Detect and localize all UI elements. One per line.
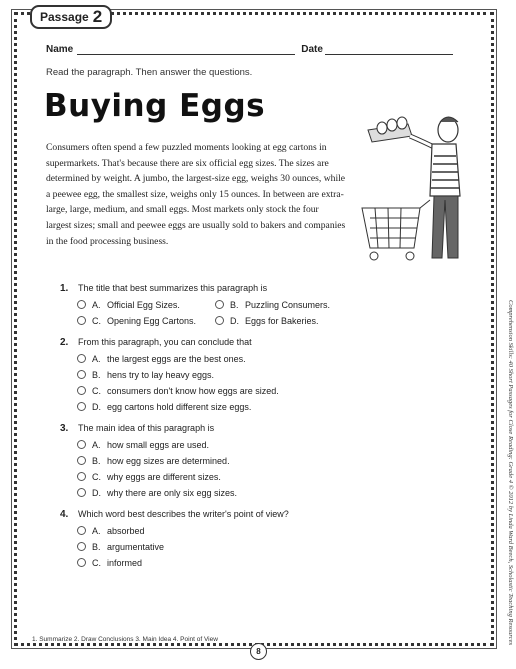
option-letter: B. [92,455,101,466]
skills-footer: 1. Summarize 2. Draw Conclusions 3. Main Idea 4. Point of View [32,636,218,643]
page-number: 8 [250,643,267,660]
option-letter: C. [92,557,101,568]
option-text: absorbed [107,525,145,536]
question-number: 3. [60,423,69,434]
question-1 [60,283,355,326]
option-text: Official Egg Sizes. [107,299,180,310]
option-text: Eggs for Bakeries. [245,315,319,326]
question-2 [60,337,279,412]
option-letter: B. [92,369,101,380]
question-text: The main idea of this paragraph is [78,423,215,433]
answer-option[interactable] [77,315,215,326]
radio-circle[interactable] [215,316,224,325]
passage-tab [30,5,112,29]
option-text: egg cartons hold different size eggs. [107,401,252,412]
answer-option[interactable] [77,353,279,364]
radio-circle[interactable] [77,354,86,363]
passage-title: Buying Eggs [44,88,266,124]
option-letter: D. [230,315,239,326]
option-text: why eggs are different sizes. [107,471,221,482]
radio-circle[interactable] [77,370,86,379]
option-letter: B. [92,541,101,552]
option-text: argumentative [107,541,165,552]
radio-circle[interactable] [77,440,86,449]
option-letter: A. [92,299,101,310]
answer-option[interactable] [77,401,279,412]
name-label: Name [46,44,74,55]
option-letter: B. [230,299,239,310]
option-text: why there are only six egg sizes. [107,487,238,498]
question-text: Which word best describes the writer's point of view? [78,509,289,519]
question-number: 2. [60,337,69,348]
radio-circle[interactable] [77,300,86,309]
passage-number: 2 [92,7,103,26]
answer-option[interactable] [77,299,215,310]
radio-circle[interactable] [77,488,86,497]
question-number: 4. [60,509,69,520]
answer-option[interactable] [77,557,289,568]
question-text: From this paragraph, you can conclude that [78,337,252,347]
radio-circle[interactable] [215,300,224,309]
shopper-illustration [360,108,470,268]
answer-option[interactable] [77,525,289,536]
option-letter: C. [92,385,101,396]
option-text: how small eggs are used. [107,439,210,450]
option-letter: C. [92,315,101,326]
option-letter: A. [92,525,101,536]
radio-circle[interactable] [77,542,86,551]
radio-circle[interactable] [77,316,86,325]
answer-option[interactable] [215,315,355,326]
answer-option[interactable] [215,299,355,310]
radio-circle[interactable] [77,402,86,411]
passage-label: Passage [40,10,89,24]
option-letter: A. [92,439,101,450]
answer-option[interactable] [77,541,289,552]
instructions: Read the paragraph. Then answer the questions. [46,67,253,78]
name-field-line[interactable] [77,44,295,55]
radio-circle[interactable] [77,456,86,465]
option-text: how egg sizes are determined. [107,455,230,466]
side-credit-label: Comprehension Skills: 40 Short Passages for Close Reading: Grade 4 © 2012 by Linda Ward Beech, Scholastic Teaching Resources [507,300,513,618]
option-text: consumers don't know how eggs are sized. [107,385,279,396]
answer-option[interactable] [77,487,237,498]
option-letter: D. [92,487,101,498]
radio-circle[interactable] [77,386,86,395]
radio-circle[interactable] [77,472,86,481]
option-letter: C. [92,471,101,482]
option-text: hens try to lay heavy eggs. [107,369,215,380]
answer-option[interactable] [77,385,279,396]
option-text: the largest eggs are the best ones. [107,353,246,364]
option-text: informed [107,557,143,568]
radio-circle[interactable] [77,558,86,567]
question-4 [60,509,289,568]
option-text: Opening Egg Cartons. [107,315,197,326]
question-3 [60,423,237,498]
answer-option[interactable] [77,455,237,466]
answer-option[interactable] [77,471,237,482]
option-letter: D. [92,401,101,412]
date-field-line[interactable] [325,44,453,55]
side-credit-text [503,300,511,645]
answer-option[interactable] [77,439,237,450]
radio-circle[interactable] [77,526,86,535]
option-letter: A. [92,353,101,364]
option-text: Puzzling Consumers. [245,299,331,310]
name-date-row [46,44,456,55]
passage-paragraph: Consumers often spend a few puzzled moments looking at egg cartons in supermarkets. That's because there are six official egg sizes. The sizes are determined by weight. A jumbo, the largest-size egg, weighs 30 ounces, while a peewee egg, the smallest size, weighs only 15 ounces. In between are extra-large, large, medium, and small eggs. Most markets only stock the four largest sizes; small and peewee eggs are usually sold to bakers and companies in the food processing business. [46,142,346,247]
answer-option[interactable] [77,369,279,380]
question-number: 1. [60,283,69,294]
question-text: The title that best summarizes this paragraph is [78,283,268,293]
date-label: Date [301,44,323,55]
